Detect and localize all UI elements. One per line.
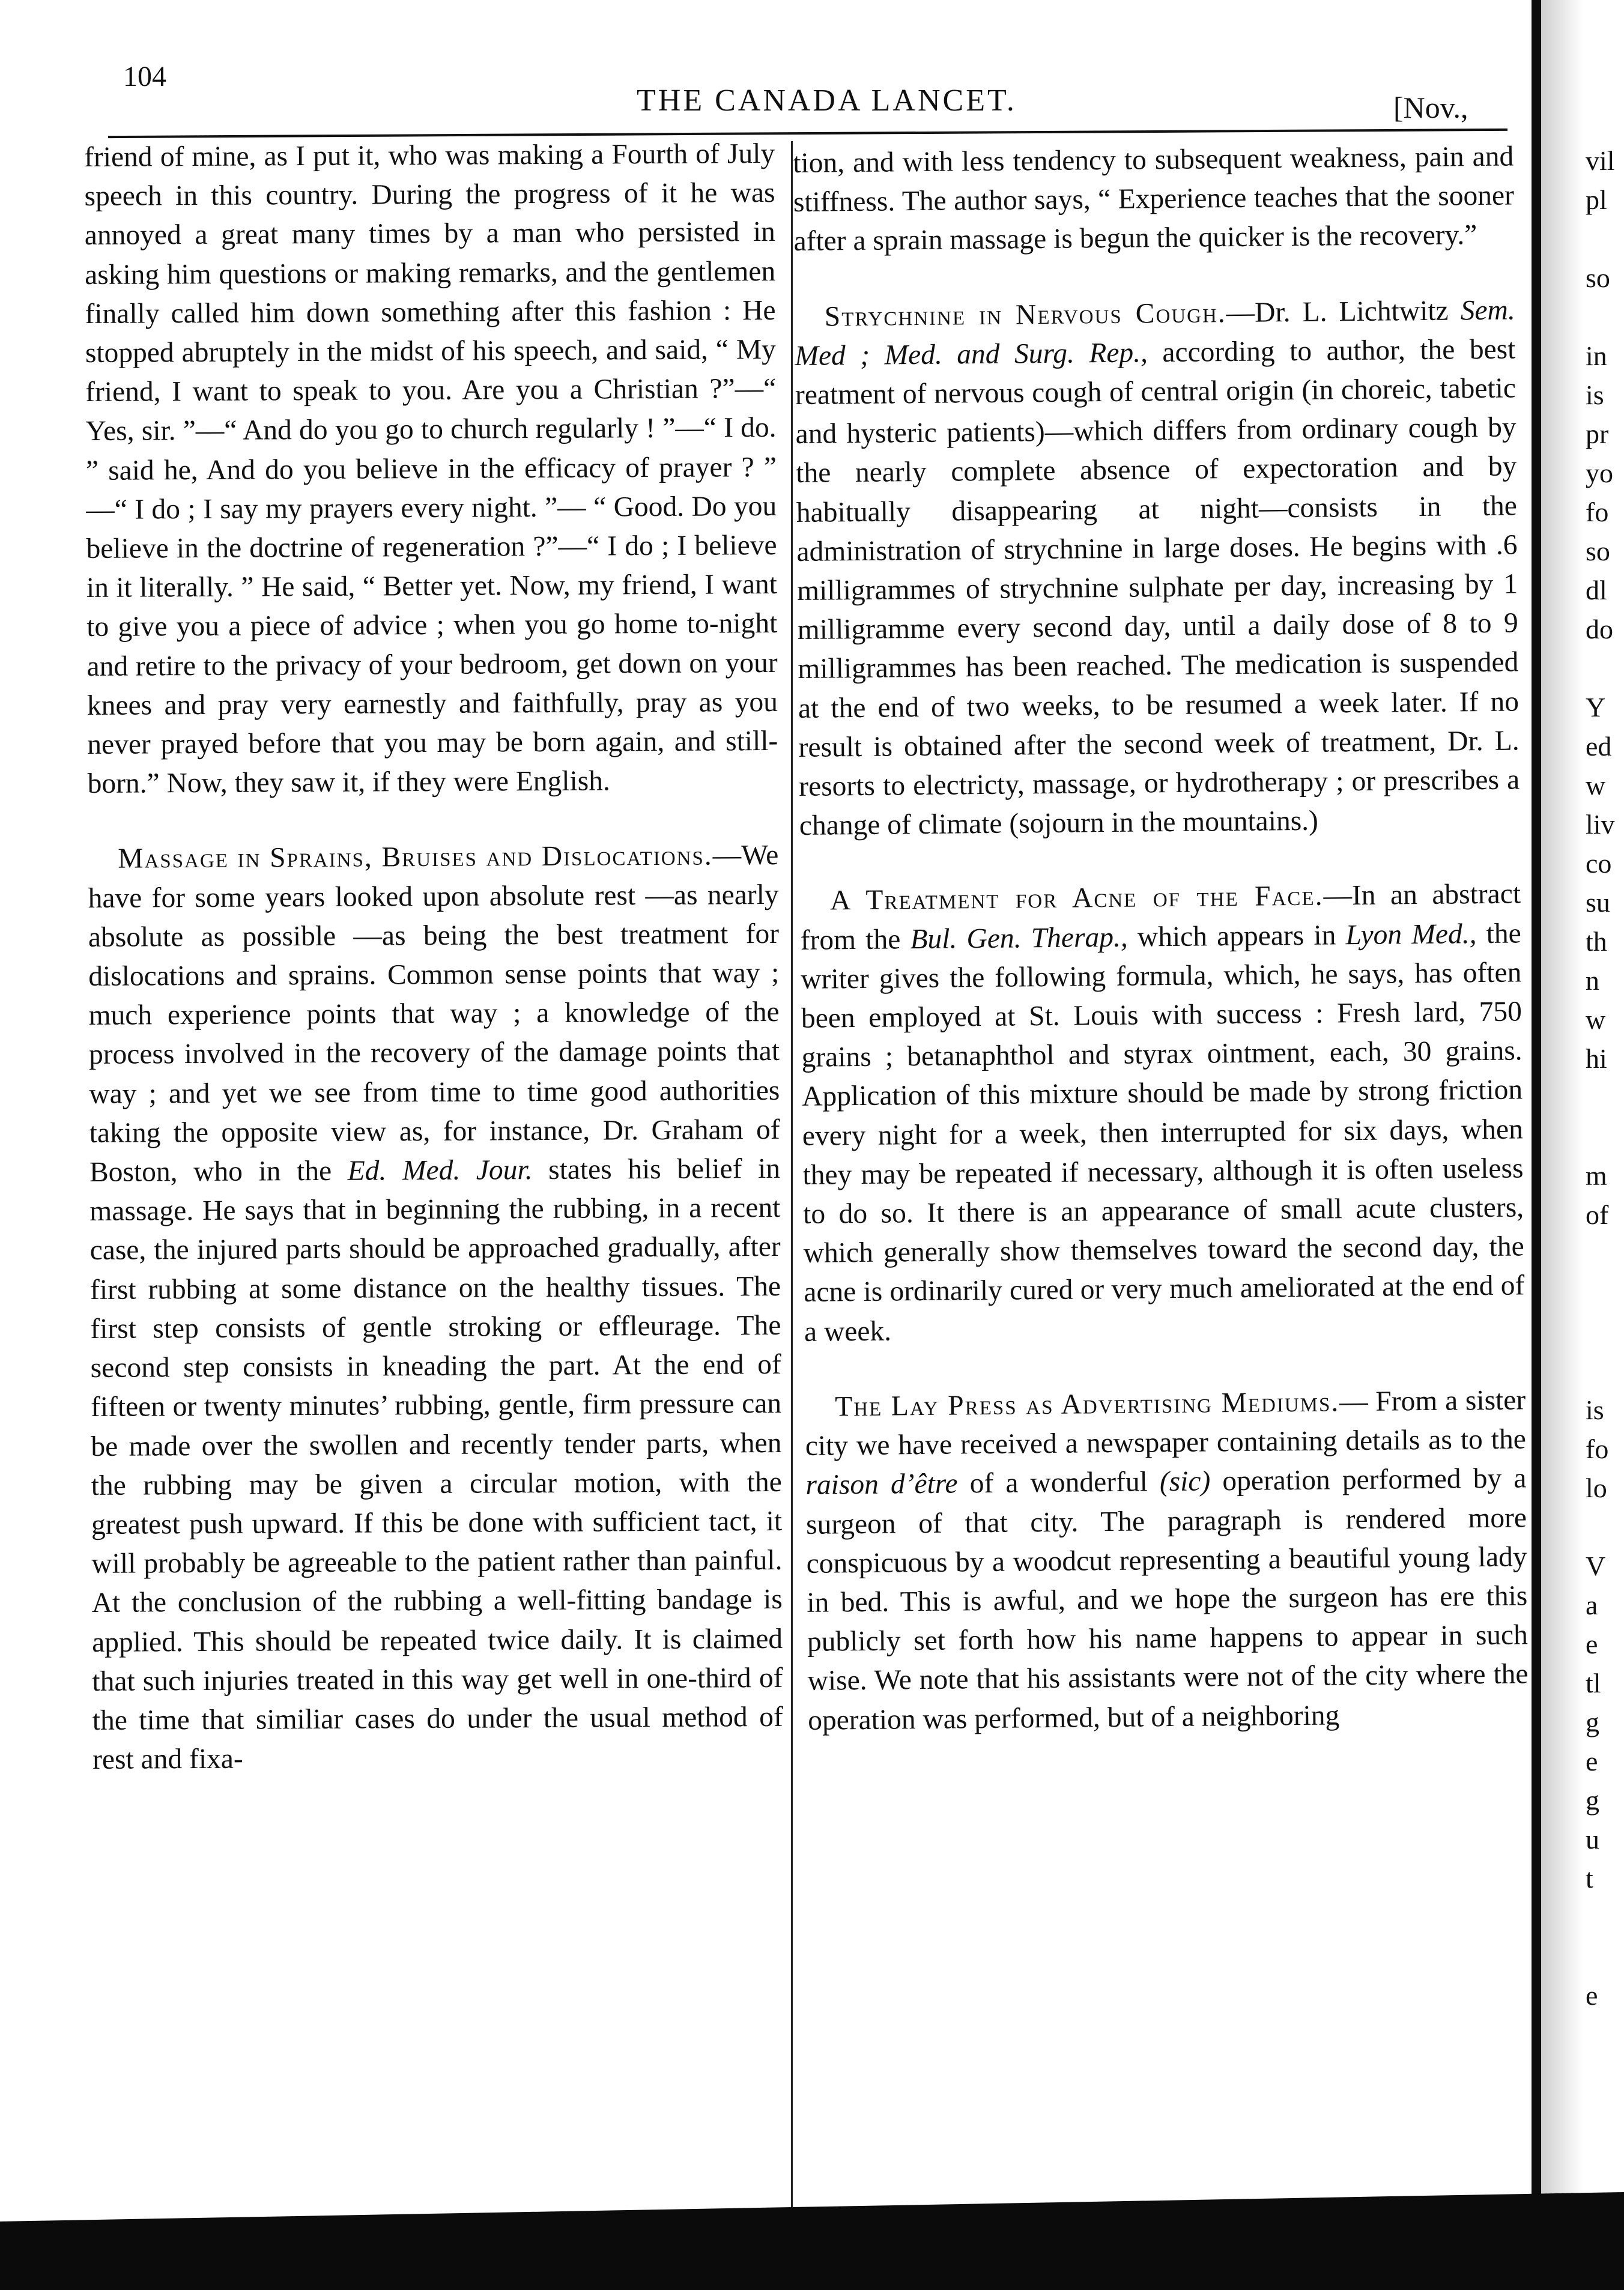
- lay-press-text-a: — From a sister city we have received a newspaper containing details as to the: [805, 1384, 1527, 1462]
- strychnine-heading: Strychnine in Nervous Cough.: [824, 297, 1226, 333]
- facing-page-fragment: [1586, 1234, 1624, 1273]
- facing-page-fragment: V: [1586, 1551, 1606, 1581]
- scan-bottom-shadow: [0, 2192, 1624, 2290]
- facing-page-fragment: u: [1586, 1824, 1599, 1855]
- facing-page-fragment: fo: [1586, 497, 1609, 527]
- acne-text-c: the writer gives the following formula, which, he says, has often been employed at St. Louis with success : Fresh lard, 750 grains ; betanaphthol and styrax ointment, each, 30 grains. Application of this mixture should be made by strong friction every night for a week, then interrupted for six days, when they may be repeated if necessary, although it is often useless to do so. It there is an appearance of small acute clusters, which generally show themselves toward the second day, the acne is ordinarily cured or very much ameliorated at the end of a week.: [801, 918, 1525, 1348]
- facing-page-fragment: of: [1586, 1199, 1609, 1230]
- facing-page-fragment: w: [1586, 770, 1606, 801]
- strychnine-article: [794, 291, 1520, 846]
- facing-page-fragment: is: [1586, 1395, 1604, 1425]
- facing-page-fragment: [1586, 219, 1624, 258]
- lay-press-heading: The Lay Press as Advertising Mediums.: [834, 1386, 1340, 1423]
- acne-article: [800, 875, 1525, 1352]
- facing-page-fragment: pr: [1586, 419, 1609, 449]
- facing-page-fragment: [1586, 1117, 1624, 1156]
- lay-press-text-b: of a wonderful: [969, 1466, 1148, 1500]
- lay-press-phrase: raison d’être: [805, 1468, 958, 1501]
- facing-page-fragment: e: [1586, 1980, 1598, 2011]
- acne-journal-1: Bul. Gen. Therap.,: [910, 921, 1128, 955]
- facing-page-fragment: fo: [1586, 1434, 1609, 1464]
- facing-page-fragment: co: [1586, 848, 1612, 879]
- lay-press-article: [805, 1381, 1529, 1740]
- facing-page-fragment: su: [1586, 887, 1610, 918]
- facing-page-fragment: th: [1586, 926, 1607, 957]
- lay-press-sic: (sic): [1159, 1465, 1211, 1498]
- column-divider: [791, 141, 793, 2219]
- facing-page-fragment: is: [1586, 380, 1604, 410]
- strychnine-text-b: according to author, the best reatment of nervous cough of central origin (in choreic, tabetic and hysteric patients)—which differs from ordinary cough by the nearly complete absence of expectoration and by habitually disappearing at night—consists in the administration of strychnine in large doses. He begins with .6 milligrammes of strychnine sulphate per day, increasing by 1 milligramme every second day, until a daily dose of 8 to 9 milligrammes has been reached. The medication is suspended at the end of two weeks, to be resumed a week later. If no result is obtained after the second week of treatment, Dr. L. resorts to electricty, massage, or hydrotherapy ; or prescribes a change of climate (sojourn in the mountains.): [795, 333, 1520, 842]
- facing-page-fragment: [1586, 1312, 1624, 1351]
- acne-journal-2: Lyon Med.,: [1345, 918, 1477, 951]
- massage-journal: Ed. Med. Jour.: [347, 1154, 533, 1187]
- facing-page-fragment: yo: [1586, 458, 1613, 488]
- facing-page-fragment: ed: [1586, 731, 1612, 762]
- massage-heading: Massage in Sprains, Bruises and Dislocations.: [118, 840, 713, 875]
- massage-article: [88, 836, 783, 1780]
- facing-page-fragment: [1586, 649, 1624, 688]
- facing-page-fragment: lo: [1586, 1473, 1607, 1503]
- right-column: [793, 137, 1529, 1740]
- strychnine-journal: Sem. Med ; Med. and Surg. Rep.,: [795, 294, 1515, 372]
- massage-text-b: states his belief in massage. He says that in beginning the rubbing, in a recent case, the injured parts should be approached gradually, after first rubbing at some distance on the healthy tissues. The first step consists of gentle stroking or effleurage. The second step consists in kneading the part. At the end of fifteen or twenty minutes’ rubbing, gentle, firm pressure can be made over the swollen and recently tender parts, when the rubbing may be given a circular motion, with the greatest push upward. If this be done with sufficient tact, it will probably be agreeable to the patient rather than painful. At the conclusion of the rubbing a well-fitting bandage is applied. This should be repeated twice daily. It is claimed that such injuries treated in this way get well in one-third of the time that similiar cases do under the usual method of rest and fixa-: [89, 1153, 783, 1776]
- anecdote-paragraph: friend of mine, as I put it, who was making a Fourth of July speech in this country. During the progress of it he was annoyed a great many times by a man who persisted in asking him questions or making remarks, and the gentlemen finally called him down something after this fashion : He stopped abruptely in the midst of his speech, and said, “ My friend, I want to speak to you. Are you a Christian ?”—“ Yes, sir. ”—“ And do you go to church regularly ! ”—“ I do. ” said he, And do you believe in the efficacy of prayer ? ” —“ I do ; I say my prayers every night. ”— “ Good. Do you believe in the doctrine of regeneration ?”—“ I do ; I believe in it literally. ” He said, “ Better yet. Now, my friend, I want to give you a piece of advice ; when you go home to-night and retire to the privacy of your bedroom, get down on your knees and pray very earnestly and faithfully, pray as you never prayed before that you may be born again, and still-born.” Now, they saw it, if they were English.: [84, 138, 778, 800]
- massage-text-a: —We have for some years looked upon absolute rest —as nearly absolute as possible —as being the best treatment for dislocations and sprains. Common sense points that way ; much experience points that way ; a knowledge of the process involved in the recovery of the damage points that way ; and yet we see from time to time good authorities taking the opposite view as, for instance, Dr. Graham of Boston, who in the: [88, 840, 780, 1189]
- facing-page-fragment: dl: [1586, 575, 1607, 605]
- running-title: THE CANADA LANCET.: [637, 83, 1017, 118]
- facing-page-fragment: so: [1586, 262, 1610, 293]
- facing-page-fragment: [1586, 1898, 1624, 1937]
- facing-page-fragment: hi: [1586, 1043, 1607, 1074]
- facing-page-fragment: pl: [1586, 184, 1607, 215]
- facing-page-fragment: [1586, 297, 1624, 336]
- acne-text-a: —In an abstract from the: [800, 878, 1521, 956]
- facing-page-fragment: g: [1586, 1785, 1599, 1816]
- facing-page-fragment: do: [1586, 614, 1613, 644]
- issue-month: [Nov.,: [1393, 91, 1468, 124]
- facing-page-fragment: g: [1586, 1707, 1599, 1737]
- facing-page-fragment: Y: [1586, 692, 1606, 722]
- massage-continuation: tion, and with less tendency to subsequent weakness, pain and stiffness. The author says, “ Experience teaches that the sooner after a sprain massage is begun the quicker is the recovery.”: [793, 141, 1515, 258]
- facing-page-fragment: m: [1586, 1160, 1607, 1191]
- acne-text-b: which appears in: [1137, 919, 1336, 953]
- facing-page-fragments: [1586, 141, 1624, 2213]
- page-gutter-shadow: [1541, 0, 1583, 2290]
- facing-page-fragment: n: [1586, 965, 1599, 996]
- facing-page-fragment: [1586, 1507, 1624, 1546]
- page-number: 104: [123, 61, 166, 92]
- facing-page-fragment: tl: [1586, 1668, 1601, 1698]
- book-spine: [1532, 0, 1541, 2290]
- facing-page-fragment: a: [1586, 1590, 1598, 1620]
- facing-page-fragment: t: [1586, 1863, 1593, 1894]
- facing-page-fragment: [1586, 1351, 1624, 1390]
- facing-page-fragment: so: [1586, 536, 1610, 566]
- facing-page-fragment: [1586, 1937, 1624, 1976]
- facing-page-fragment: in: [1586, 341, 1607, 371]
- acne-heading: A Treatment for Acne of the Face.: [829, 880, 1324, 916]
- facing-page-fragment: e: [1586, 1629, 1598, 1659]
- facing-page-fragment: vil: [1586, 145, 1615, 176]
- facing-page-fragment: w: [1586, 1004, 1606, 1035]
- strychnine-text-a: —Dr. L. Lichtwitz: [1226, 295, 1449, 329]
- left-column: [84, 135, 783, 1780]
- facing-page-fragment: liv: [1586, 809, 1615, 840]
- facing-page-fragment: e: [1586, 1746, 1598, 1777]
- facing-page-fragment: [1586, 1078, 1624, 1117]
- facing-page-fragment: [1586, 1273, 1624, 1312]
- lay-press-text-c: operation performed by a surgeon of that city. The paragraph is rendered more conspicuous by a woodcut representing a beautiful young lady in bed. This is awful, and we hope the surgeon has ere this publicly set forth how his name happens to appear in such wise. We note that his assistants were not of the city where the operation was performed, but of a neighboring: [805, 1462, 1529, 1736]
